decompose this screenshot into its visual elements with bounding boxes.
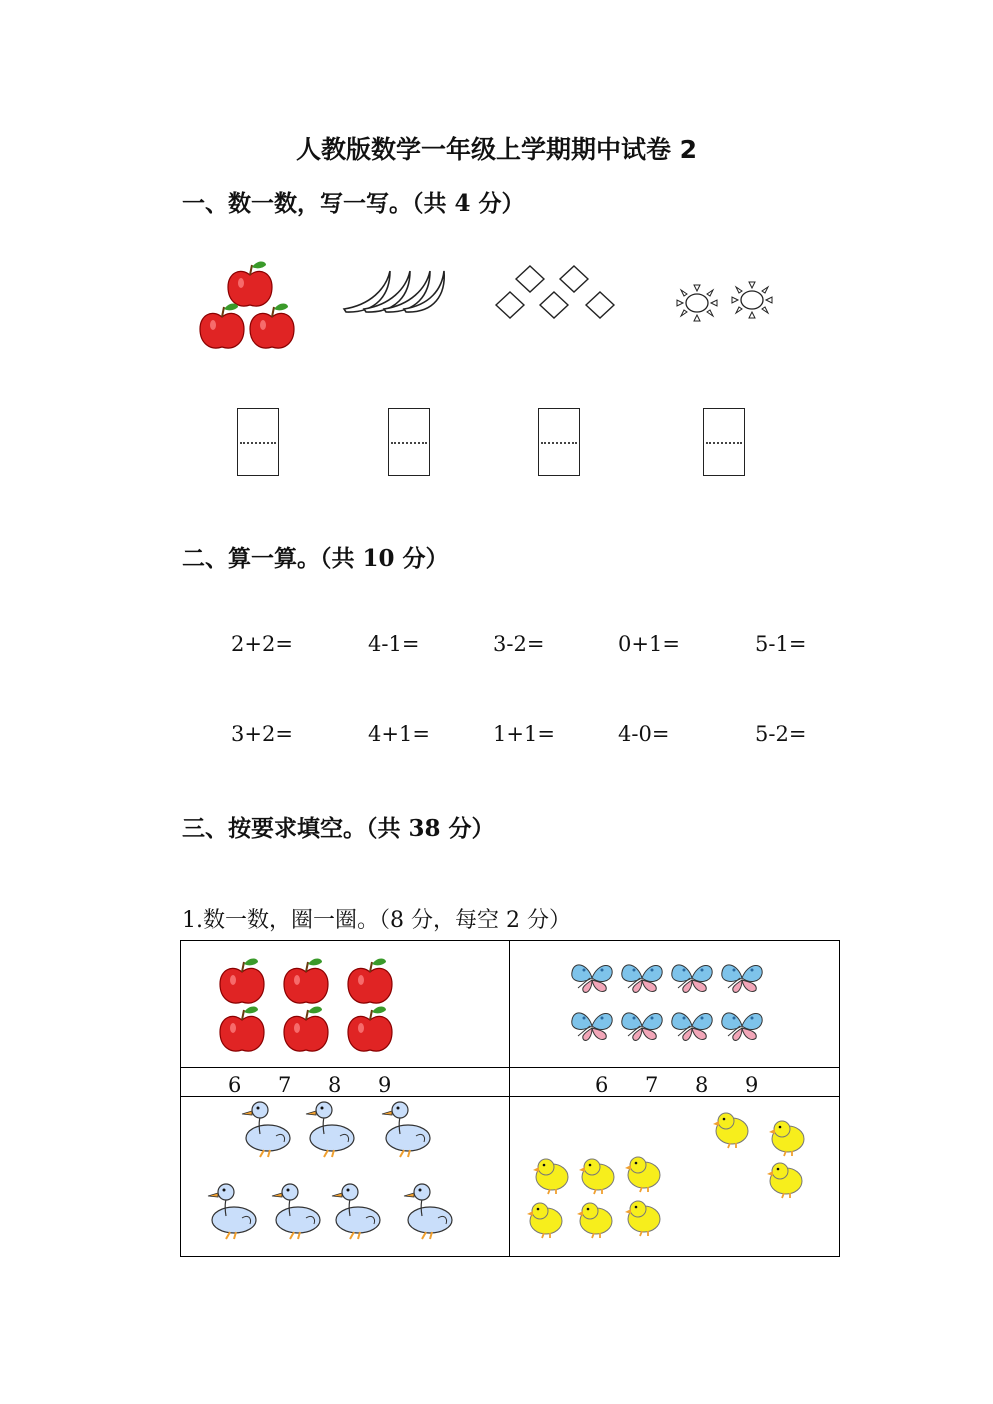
choice-left-9[interactable]: 9	[378, 1073, 392, 1097]
answer-box-banana[interactable]	[388, 408, 430, 476]
equation: 3+2=	[231, 722, 293, 746]
counting-table	[180, 940, 840, 1257]
question1-label: 1.数一数，圈一圈。（8 分，每空 2 分）	[182, 908, 571, 933]
sun-group-icon	[670, 278, 785, 328]
banana-group-icon	[340, 265, 450, 320]
choice-right-9[interactable]: 9	[745, 1073, 759, 1097]
section1-heading: 一、数一数，写一写。（共 4 分）	[182, 190, 525, 217]
equation: 5-1=	[755, 632, 807, 656]
equation: 3-2=	[493, 632, 545, 656]
choice-left-6[interactable]: 6	[228, 1073, 242, 1097]
equation: 2+2=	[231, 632, 293, 656]
choice-right-7[interactable]: 7	[645, 1073, 659, 1097]
answer-box-apple[interactable]	[237, 408, 279, 476]
equation: 0+1=	[618, 632, 680, 656]
choice-left-8[interactable]: 8	[328, 1073, 342, 1097]
equation: 4-1=	[368, 632, 420, 656]
equation: 4+1=	[368, 722, 430, 746]
choice-right-8[interactable]: 8	[695, 1073, 709, 1097]
answer-box-diamond[interactable]	[538, 408, 580, 476]
chicks-icon	[520, 1105, 820, 1250]
answer-box-sun[interactable]	[703, 408, 745, 476]
equation: 5-2=	[755, 722, 807, 746]
equation: 1+1=	[493, 722, 555, 746]
ducks-icon	[196, 1100, 466, 1250]
section3-heading: 三、按要求填空。（共 38 分）	[182, 815, 495, 842]
choice-left-7[interactable]: 7	[278, 1073, 292, 1097]
diamond-group-icon	[490, 262, 620, 322]
apples-icon	[200, 948, 400, 1060]
equation: 4-0=	[618, 722, 670, 746]
section2-heading: 二、算一算。（共 10 分）	[182, 545, 449, 572]
page-title: 人教版数学一年级上学期期中试卷 2	[295, 135, 698, 164]
choice-right-6[interactable]: 6	[595, 1073, 609, 1097]
butterflies-icon	[558, 952, 778, 1052]
apple-group-icon	[195, 255, 305, 355]
